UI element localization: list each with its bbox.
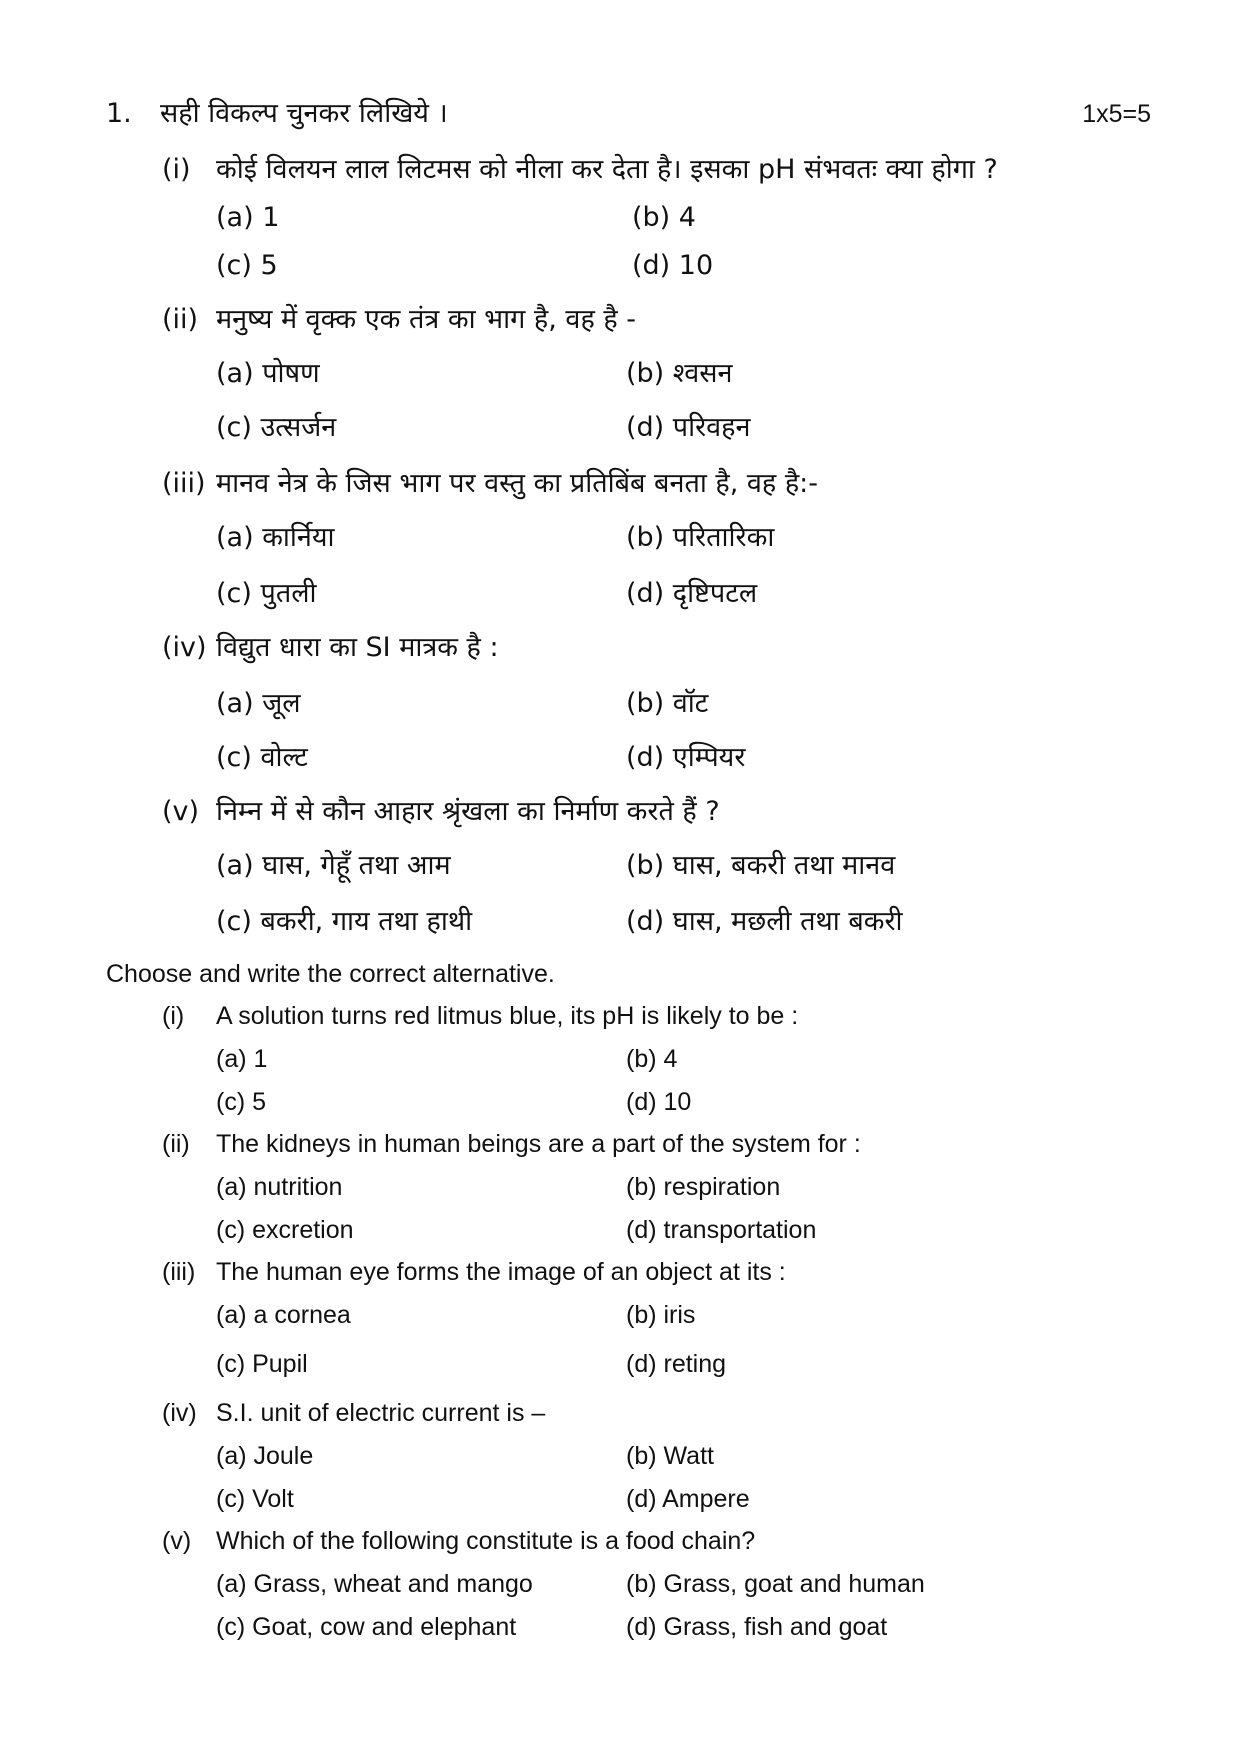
english-q1-number: (i)	[162, 1002, 185, 1030]
hindi-q1-option-d: (d) 10	[632, 250, 714, 281]
hindi-q5-number: (v)	[162, 796, 200, 827]
hindi-q5-option-a: (a) घास, गेहूँ तथा आम	[216, 850, 451, 881]
english-q4-text: S.I. unit of electric current is –	[216, 1399, 546, 1427]
english-q3-option-d: (d) reting	[626, 1350, 727, 1378]
english-instruction: Choose and write the correct alternative.	[106, 960, 555, 988]
hindi-q5-option-d: (d) घास, मछली तथा बकरी	[626, 906, 903, 937]
hindi-q3-option-a: (a) कार्निया	[216, 522, 335, 553]
hindi-q1-option-a: (a) 1	[216, 202, 280, 233]
english-q2-option-d: (d) transportation	[626, 1216, 817, 1244]
english-q3-option-c: (c) Pupil	[216, 1350, 308, 1378]
marks: 1x5=5	[1082, 100, 1151, 128]
english-q1-option-a: (a) 1	[216, 1045, 268, 1073]
hindi-q1-option-c: (c) 5	[216, 250, 278, 281]
hindi-q3-number: (iii)	[162, 468, 206, 499]
hindi-q2-number: (ii)	[162, 304, 199, 335]
hindi-instruction: सही विकल्प चुनकर लिखिये ।	[160, 98, 448, 129]
english-q2-option-a: (a) nutrition	[216, 1173, 343, 1201]
english-q2-number: (ii)	[162, 1130, 190, 1158]
hindi-q4-number: (iv)	[162, 632, 207, 663]
hindi-q3-option-d: (d) दृष्टिपटल	[626, 578, 758, 609]
english-q4-option-d: (d) Ampere	[626, 1485, 750, 1513]
english-q4-option-b: (b) Watt	[626, 1442, 714, 1470]
english-q2-text: The kidneys in human beings are a part of the system for :	[216, 1130, 861, 1158]
hindi-q5-option-b: (b) घास, बकरी तथा मानव	[626, 850, 896, 881]
hindi-q1-text: कोई विलयन लाल लिटमस को नीला कर देता है। इसका pH संभवतः क्या होगा ?	[216, 154, 998, 185]
english-q5-number: (v)	[162, 1527, 192, 1555]
hindi-q2-option-d: (d) परिवहन	[626, 412, 751, 443]
english-q3-number: (iii)	[162, 1258, 196, 1286]
hindi-q4-option-c: (c) वोल्ट	[216, 742, 308, 773]
question-number: 1.	[106, 98, 132, 129]
hindi-q3-text: मानव नेत्र के जिस भाग पर वस्तु का प्रतिबिंब बनता है, वह है:-	[216, 468, 819, 499]
english-q5-option-d: (d) Grass, fish and goat	[626, 1613, 888, 1641]
english-q1-option-d: (d) 10	[626, 1088, 692, 1116]
english-q4-option-c: (c) Volt	[216, 1485, 294, 1513]
hindi-q1-option-b: (b) 4	[632, 202, 696, 233]
hindi-q4-option-b: (b) वॉट	[626, 688, 709, 719]
english-q3-option-a: (a) a cornea	[216, 1301, 351, 1329]
hindi-q3-option-b: (b) परितारिका	[626, 522, 775, 553]
hindi-q2-option-c: (c) उत्सर्जन	[216, 412, 337, 443]
hindi-q3-option-c: (c) पुतली	[216, 578, 317, 609]
english-q1-option-c: (c) 5	[216, 1088, 266, 1116]
hindi-q2-option-a: (a) पोषण	[216, 358, 320, 389]
english-q4-option-a: (a) Joule	[216, 1442, 314, 1470]
english-q3-text: The human eye forms the image of an object at its :	[216, 1258, 786, 1286]
english-q2-option-b: (b) respiration	[626, 1173, 781, 1201]
english-q5-option-a: (a) Grass, wheat and mango	[216, 1570, 533, 1598]
hindi-q5-text: निम्न में से कौन आहार श्रृंखला का निर्माण करते हैं ?	[216, 796, 720, 827]
hindi-q2-text: मनुष्य में वृक्क एक तंत्र का भाग है, वह है -	[216, 304, 637, 335]
hindi-q4-option-a: (a) जूल	[216, 688, 301, 719]
hindi-q5-option-c: (c) बकरी, गाय तथा हाथी	[216, 906, 473, 937]
hindi-q1-number: (i)	[162, 154, 191, 185]
hindi-q4-option-d: (d) एम्पियर	[626, 742, 746, 773]
english-q1-option-b: (b) 4	[626, 1045, 678, 1073]
english-q5-option-c: (c) Goat, cow and elephant	[216, 1613, 517, 1641]
english-q2-option-c: (c) excretion	[216, 1216, 354, 1244]
english-q1-text: A solution turns red litmus blue, its pH is likely to be :	[216, 1002, 799, 1030]
english-q5-text: Which of the following constitute is a food chain?	[216, 1527, 756, 1555]
english-q3-option-b: (b) iris	[626, 1301, 696, 1329]
english-q5-option-b: (b) Grass, goat and human	[626, 1570, 925, 1598]
hindi-q2-option-b: (b) श्वसन	[626, 358, 733, 389]
english-q4-number: (iv)	[162, 1399, 197, 1427]
hindi-q4-text: विद्युत धारा का SI मात्रक है :	[216, 632, 499, 663]
